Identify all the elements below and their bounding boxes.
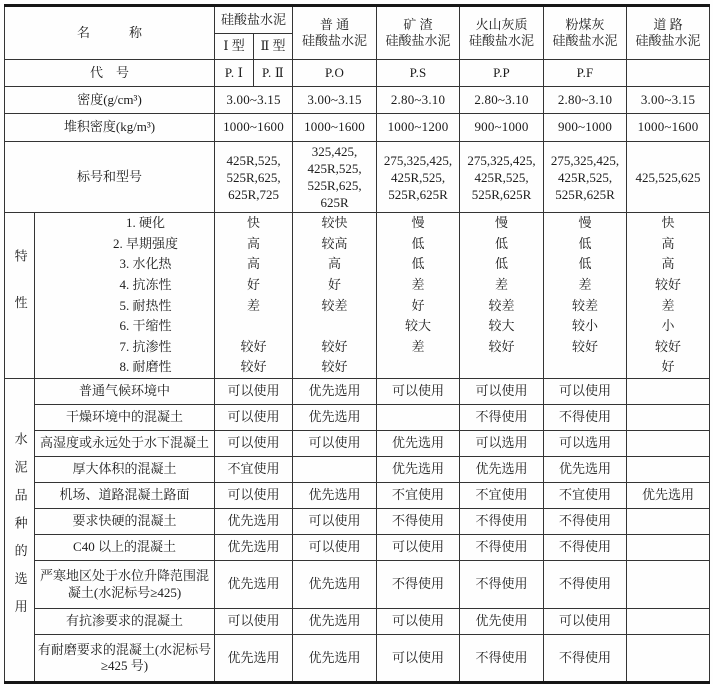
selection-value: 优先选用 xyxy=(293,405,377,431)
selection-value: 可以使用 xyxy=(215,609,293,635)
cell-line: 625R xyxy=(320,195,349,210)
grade-value xyxy=(377,142,460,213)
selection-value: 优先选用 xyxy=(215,509,293,535)
cell-line xyxy=(546,357,624,378)
cell-line: 较好 xyxy=(488,338,515,354)
cell-line: 道 路 xyxy=(653,16,683,32)
code-value: P.F xyxy=(544,60,627,87)
selection-value: 可以使用 xyxy=(460,379,544,405)
selection-value xyxy=(627,405,710,431)
selection-value: 可以使用 xyxy=(544,609,627,635)
cell-line: 较大 xyxy=(488,318,515,334)
characteristics-row xyxy=(5,213,710,379)
cell-line: 较差 xyxy=(488,297,515,313)
characteristics-values xyxy=(215,213,293,379)
bulk-density-value: 1000~1200 xyxy=(377,114,460,142)
selection-value xyxy=(627,431,710,457)
header-row-groups xyxy=(5,6,710,34)
density-row xyxy=(5,87,710,114)
section-label-characteristics xyxy=(5,213,35,379)
grade-value xyxy=(544,142,627,213)
selection-value: 不得使用 xyxy=(544,405,627,431)
selection-value: 优先选用 xyxy=(544,457,627,483)
selection-value: 优先选用 xyxy=(215,635,293,683)
selection-value: 不宜使用 xyxy=(460,483,544,509)
cell-line xyxy=(217,316,290,337)
col-header-flyash xyxy=(544,6,627,60)
cell-line: 高 xyxy=(661,256,675,272)
selection-row-label: 厚大体积的混凝土 xyxy=(35,457,215,483)
cell-line: 6. 干缩性 xyxy=(119,318,172,334)
cell-line: 快 xyxy=(661,215,675,231)
col-header-pozzolanic xyxy=(460,6,544,60)
bulk-density-value: 1000~1600 xyxy=(627,114,710,142)
code-value xyxy=(627,60,710,87)
selection-row-label: 要求快硬的混凝土 xyxy=(35,509,215,535)
selection-row-label: 高湿度或永远处于水下混凝土 xyxy=(35,431,215,457)
cell-line: 差 xyxy=(661,297,675,313)
cell-line: 火山灰质 xyxy=(475,16,528,32)
selection-value: 不得使用 xyxy=(460,635,544,683)
cell-line: 275,325,425, xyxy=(550,152,620,168)
selection-value: 优先选用 xyxy=(627,483,710,509)
col-header-road xyxy=(627,6,710,60)
cell-line: 较好 xyxy=(240,359,267,375)
cell-line: 硅酸盐水泥 xyxy=(635,33,701,48)
cell-line: 525R,625R xyxy=(388,186,448,202)
cell-line: 差 xyxy=(495,276,509,292)
selection-value: 可以使用 xyxy=(377,635,460,683)
cell-line: 低 xyxy=(411,256,425,272)
selection-value: 可以使用 xyxy=(544,379,627,405)
characteristics-values xyxy=(460,213,544,379)
density-value: 3.00~3.15 xyxy=(215,87,293,114)
selection-value: 可以使用 xyxy=(215,431,293,457)
selection-value: 可以使用 xyxy=(377,379,460,405)
selection-value: 优先选用 xyxy=(460,457,544,483)
cell-line: 好 xyxy=(661,359,675,375)
cell-line xyxy=(295,316,374,337)
density-value: 2.80~3.10 xyxy=(377,87,460,114)
cell-line: 325,425, xyxy=(311,144,358,159)
selection-value xyxy=(627,457,710,483)
selection-value xyxy=(627,379,710,405)
selection-value: 优先选用 xyxy=(377,457,460,483)
selection-value xyxy=(377,405,460,431)
selection-row-label: 有抗渗要求的混凝土 xyxy=(35,609,215,635)
cell-line: 425R,525, xyxy=(307,161,362,176)
selection-value: 优先选用 xyxy=(293,635,377,683)
selection-value: 不宜使用 xyxy=(215,457,293,483)
cell-line: 425R,525, xyxy=(557,169,613,185)
cell-line xyxy=(379,357,457,378)
col-header-name: 名 称 xyxy=(5,6,215,60)
col-header-silicate-type-1: Ⅰ 型 xyxy=(215,34,254,60)
cell-line: 较好 xyxy=(655,276,682,292)
cell-line: 低 xyxy=(495,235,509,251)
bulk-density-row xyxy=(5,114,710,142)
selection-value: 不得使用 xyxy=(460,561,544,609)
selection-value: 不得使用 xyxy=(377,509,460,535)
selection-row-label: 有耐磨要求的混凝土(水泥标号≥425 号) xyxy=(35,635,215,683)
selection-value: 不得使用 xyxy=(544,535,627,561)
cell-line: 2. 早期强度 xyxy=(113,235,179,251)
characteristics-values xyxy=(627,213,710,379)
cell-line: 普 通 xyxy=(319,16,350,32)
row-label-density: 密度(g/cm³) xyxy=(5,87,215,114)
code-row xyxy=(5,60,710,87)
selection-value: 可以使用 xyxy=(215,483,293,509)
cell-line: 高 xyxy=(661,235,675,251)
selection-vertical-label: 水泥品种的选用 xyxy=(12,432,28,628)
code-value: P. Ⅰ xyxy=(215,60,254,87)
selection-row-label: 机场、道路混凝土路面 xyxy=(35,483,215,509)
cell-line: 425R,525, xyxy=(226,152,281,168)
cell-line: 高 xyxy=(328,256,342,272)
cell-line: 差 xyxy=(411,276,425,292)
cell-line xyxy=(462,357,541,378)
selection-value: 不得使用 xyxy=(377,561,460,609)
bulk-density-value: 900~1000 xyxy=(544,114,627,142)
cell-line: 525R,625, xyxy=(307,178,362,193)
selection-row xyxy=(5,535,710,561)
cell-line: 525R,625R xyxy=(471,186,532,202)
selection-value: 不得使用 xyxy=(460,405,544,431)
cell-line: 慢 xyxy=(495,215,509,231)
cell-line: 硅酸盐水泥 xyxy=(385,33,451,48)
selection-value: 可以使用 xyxy=(377,609,460,635)
col-header-ordinary xyxy=(293,6,377,60)
cell-line: 425R,525, xyxy=(390,169,446,185)
cell-line: 275,325,425, xyxy=(467,152,536,168)
selection-value: 优先选用 xyxy=(215,561,293,609)
characteristics-items xyxy=(35,213,215,379)
section-label-selection xyxy=(5,379,35,683)
characteristics-values xyxy=(544,213,627,379)
selection-value: 可以使用 xyxy=(215,405,293,431)
cell-line: 425R,525, xyxy=(474,169,529,185)
selection-value: 不宜使用 xyxy=(377,483,460,509)
cell-line: 低 xyxy=(411,235,425,251)
cell-line: 差 xyxy=(411,338,425,354)
density-value: 3.00~3.15 xyxy=(627,87,710,114)
selection-row xyxy=(5,483,710,509)
selection-value: 不得使用 xyxy=(460,535,544,561)
grade-value xyxy=(627,142,710,213)
cell-line: 硅酸盐水泥 xyxy=(302,33,368,48)
cell-line: 好 xyxy=(328,276,342,292)
selection-row xyxy=(5,635,710,683)
selection-row xyxy=(5,509,710,535)
selection-row xyxy=(5,609,710,635)
characteristics-vertical-label: 特性 xyxy=(12,248,28,343)
selection-value: 优先选用 xyxy=(215,535,293,561)
cement-types-table xyxy=(4,4,710,684)
selection-value: 可以选用 xyxy=(544,431,627,457)
selection-value: 优先选用 xyxy=(377,431,460,457)
cell-line: 硅酸盐水泥 xyxy=(469,33,535,48)
cell-line: 7. 抗渗性 xyxy=(119,338,172,354)
selection-value xyxy=(627,535,710,561)
cell-line: 差 xyxy=(247,297,261,313)
selection-value: 可以使用 xyxy=(377,535,460,561)
cell-line: 1. 硬化 xyxy=(126,215,166,231)
selection-value: 可以选用 xyxy=(460,431,544,457)
code-value: P.P xyxy=(460,60,544,87)
grade-value xyxy=(460,142,544,213)
cell-line: 5. 耐热性 xyxy=(119,297,172,313)
code-value: P.O xyxy=(293,60,377,87)
selection-value: 可以使用 xyxy=(293,509,377,535)
selection-value: 优先选用 xyxy=(293,379,377,405)
selection-row-label: C40 以上的混凝土 xyxy=(35,535,215,561)
selection-value xyxy=(627,635,710,683)
col-header-slag xyxy=(377,6,460,60)
code-value: P. Ⅱ xyxy=(254,60,293,87)
bulk-density-value: 1000~1600 xyxy=(293,114,377,142)
selection-value: 不宜使用 xyxy=(544,483,627,509)
selection-value: 不得使用 xyxy=(460,509,544,535)
density-value: 2.80~3.10 xyxy=(544,87,627,114)
cell-line: 较差 xyxy=(321,297,348,313)
cell-line: 硅酸盐水泥 xyxy=(552,33,618,48)
selection-row-label: 严寒地区处于水位升降范围混凝土(水泥标号≥425) xyxy=(35,561,215,609)
selection-value: 可以使用 xyxy=(215,379,293,405)
cell-line: 低 xyxy=(495,256,509,272)
selection-row xyxy=(5,405,710,431)
cell-line: 525R,625, xyxy=(226,169,281,185)
cell-line: 8. 耐磨性 xyxy=(119,359,172,375)
table-body xyxy=(5,6,710,683)
col-header-silicate-type-2: Ⅱ 型 xyxy=(254,34,293,60)
cell-line: 625R,725 xyxy=(228,186,279,202)
grade-value xyxy=(215,142,293,213)
cell-line: 小 xyxy=(661,318,675,334)
selection-row xyxy=(5,379,710,405)
cell-line: 275,325,425, xyxy=(383,152,453,168)
row-label-grades: 标号和型号 xyxy=(5,142,215,213)
selection-value xyxy=(627,609,710,635)
cell-line: 低 xyxy=(578,256,592,272)
cell-line: 好 xyxy=(411,297,425,313)
cell-line: 较好 xyxy=(572,338,599,354)
selection-value: 不得使用 xyxy=(544,635,627,683)
characteristics-values xyxy=(293,213,377,379)
bulk-density-value: 1000~1600 xyxy=(215,114,293,142)
cell-line: 矿 渣 xyxy=(403,16,433,32)
cell-line: 较小 xyxy=(572,318,599,334)
selection-value: 可以使用 xyxy=(293,535,377,561)
cell-line: 较好 xyxy=(321,359,348,375)
cell-line: 高 xyxy=(247,256,261,272)
cell-line: 525R,625R xyxy=(555,186,615,202)
grade-row xyxy=(5,142,710,213)
cell-line: 粉煤灰 xyxy=(565,16,605,32)
cell-line: 较好 xyxy=(240,338,267,354)
cell-line: 快 xyxy=(247,215,261,231)
cell-line: 较差 xyxy=(572,297,599,313)
bulk-density-value: 900~1000 xyxy=(460,114,544,142)
cell-line: 高 xyxy=(247,235,261,251)
row-label-bulk-density: 堆积密度(kg/m³) xyxy=(5,114,215,142)
selection-value: 不得使用 xyxy=(544,561,627,609)
selection-row-label: 干燥环境中的混凝土 xyxy=(35,405,215,431)
selection-value xyxy=(627,509,710,535)
density-value: 3.00~3.15 xyxy=(293,87,377,114)
selection-value xyxy=(293,457,377,483)
cell-line: 较好 xyxy=(655,338,682,354)
cell-line: 较高 xyxy=(321,235,348,251)
selection-row-label: 普通气候环境中 xyxy=(35,379,215,405)
cell-line: 较好 xyxy=(321,338,348,354)
characteristics-values xyxy=(377,213,460,379)
selection-value: 不得使用 xyxy=(544,509,627,535)
selection-value: 优先选用 xyxy=(293,609,377,635)
selection-row xyxy=(5,561,710,609)
selection-row xyxy=(5,457,710,483)
cell-line: 4. 抗冻性 xyxy=(119,276,172,292)
cell-line: 425,525,625 xyxy=(635,169,701,185)
code-value: P.S xyxy=(377,60,460,87)
col-header-silicate: 硅酸盐水泥 xyxy=(215,6,293,34)
selection-value: 优先选用 xyxy=(293,561,377,609)
selection-value: 优先选用 xyxy=(293,483,377,509)
row-label-code: 代 号 xyxy=(5,60,215,87)
cell-line: 低 xyxy=(578,235,592,251)
cell-line: 3. 水化热 xyxy=(119,256,172,272)
grade-value xyxy=(293,142,377,213)
density-value: 2.80~3.10 xyxy=(460,87,544,114)
selection-row xyxy=(5,431,710,457)
selection-value xyxy=(627,561,710,609)
selection-value: 优先使用 xyxy=(460,609,544,635)
cell-line: 较快 xyxy=(321,215,348,231)
selection-value: 可以使用 xyxy=(293,431,377,457)
cell-line: 慢 xyxy=(411,215,425,231)
cell-line: 好 xyxy=(247,276,261,292)
cell-line: 慢 xyxy=(578,215,592,231)
cell-line: 差 xyxy=(578,276,592,292)
cell-line: 较大 xyxy=(405,318,432,334)
